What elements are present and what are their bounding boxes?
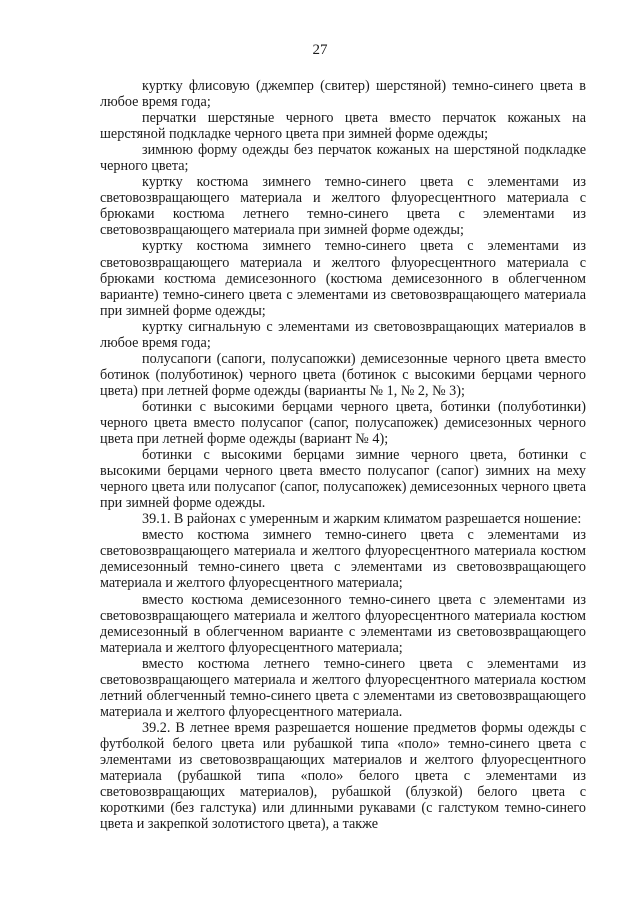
page-number: 27	[312, 42, 328, 58]
paragraph: вместо костюма зимнего темно-синего цвета с элементами из световозвращающего материала и желтого флуоресцентного материала костюм демисезонный темно-синего цвета с элементами из световозвращающего материала и желтого флуоресцентного материала;	[100, 527, 586, 592]
paragraph: зимнюю форму одежды без перчаток кожаных на шерстяной подкладке черного цвета;	[100, 142, 586, 175]
paragraph: куртку костюма зимнего темно-синего цвета с элементами из световозвращающего материала и желтого флуоресцентного материала с брюками костюма летнего темно-синего цвета с элементами из световозвращающего материала при зимней форме одежды;	[100, 174, 586, 239]
section-paragraph: 39.2. В летнее время разрешается ношение предметов формы одежды с футболкой белого цвета или рубашкой типа «поло» темно-синего цвета с элементами из световозвращающих материалов и желтого флуоресцентного материала (рубашкой типа «поло» белого цвета с элементами из световозвращающих материалов), рубашкой (блузкой) белого цвета с короткими (без галстука) или длинными рукавами (с галстуком темно-синего цвета и закрепкой золотистого цвета), а также	[100, 719, 586, 833]
document-body	[100, 78, 586, 832]
paragraph: ботинки с высокими берцами черного цвета, ботинки (полуботинки) черного цвета вместо полусапог (сапог, полусапожек) демисезонных черного цвета при летней форме одежды (вариант № 4);	[100, 398, 586, 448]
paragraph: куртку флисовую (джемпер (свитер) шерстяной) темно-синего цвета в любое время года;	[100, 78, 586, 111]
section-paragraph: 39.1. В районах с умеренным и жарким климатом разрешается ношение:	[142, 511, 582, 528]
paragraph: куртку сигнальную с элементами из световозвращающих материалов в любое время года;	[100, 318, 586, 351]
paragraph: полусапоги (сапоги, полусапожки) демисезонные черного цвета вместо ботинок (полуботинок) черного цвета (ботинок с высокими берцами черного цвета) при летней форме одежды (варианты № 1, № 2, № 3);	[100, 350, 586, 399]
paragraph: перчатки шерстяные черного цвета вместо перчаток кожаных на шерстяной подкладке черного цвета при зимней форме одежды;	[100, 110, 586, 143]
paragraph: куртку костюма зимнего темно-синего цвета с элементами из световозвращающего материала и желтого флуоресцентного материала с брюками костюма демисезонного (костюма демисезонного в облегченном варианте) темно-синего цвета с элементами из световозвращающего материала при зимней форме одежды;	[100, 238, 586, 319]
paragraph: вместо костюма демисезонного темно-синего цвета с элементами из световозвращающего материала и желтого флуоресцентного материала костюм демисезонный в облегченном варианте с элементами из световозвращающего материала и желтого флуоресцентного материала;	[100, 591, 586, 656]
paragraph: вместо костюма летнего темно-синего цвета с элементами из световозвращающего материала и желтого флуоресцентного материала костюм летний облегченный темно-синего цвета с элементами из световозвращающего материала и желтого флуоресцентного материала.	[100, 655, 586, 720]
paragraph: ботинки с высокими берцами зимние черного цвета, ботинки с высокими берцами черного цвета вместо полусапог (сапог) зимних на меху черного цвета или полусапог (сапог, полусапожек) демисезонных черного цвета при зимней форме одежды.	[100, 447, 586, 512]
